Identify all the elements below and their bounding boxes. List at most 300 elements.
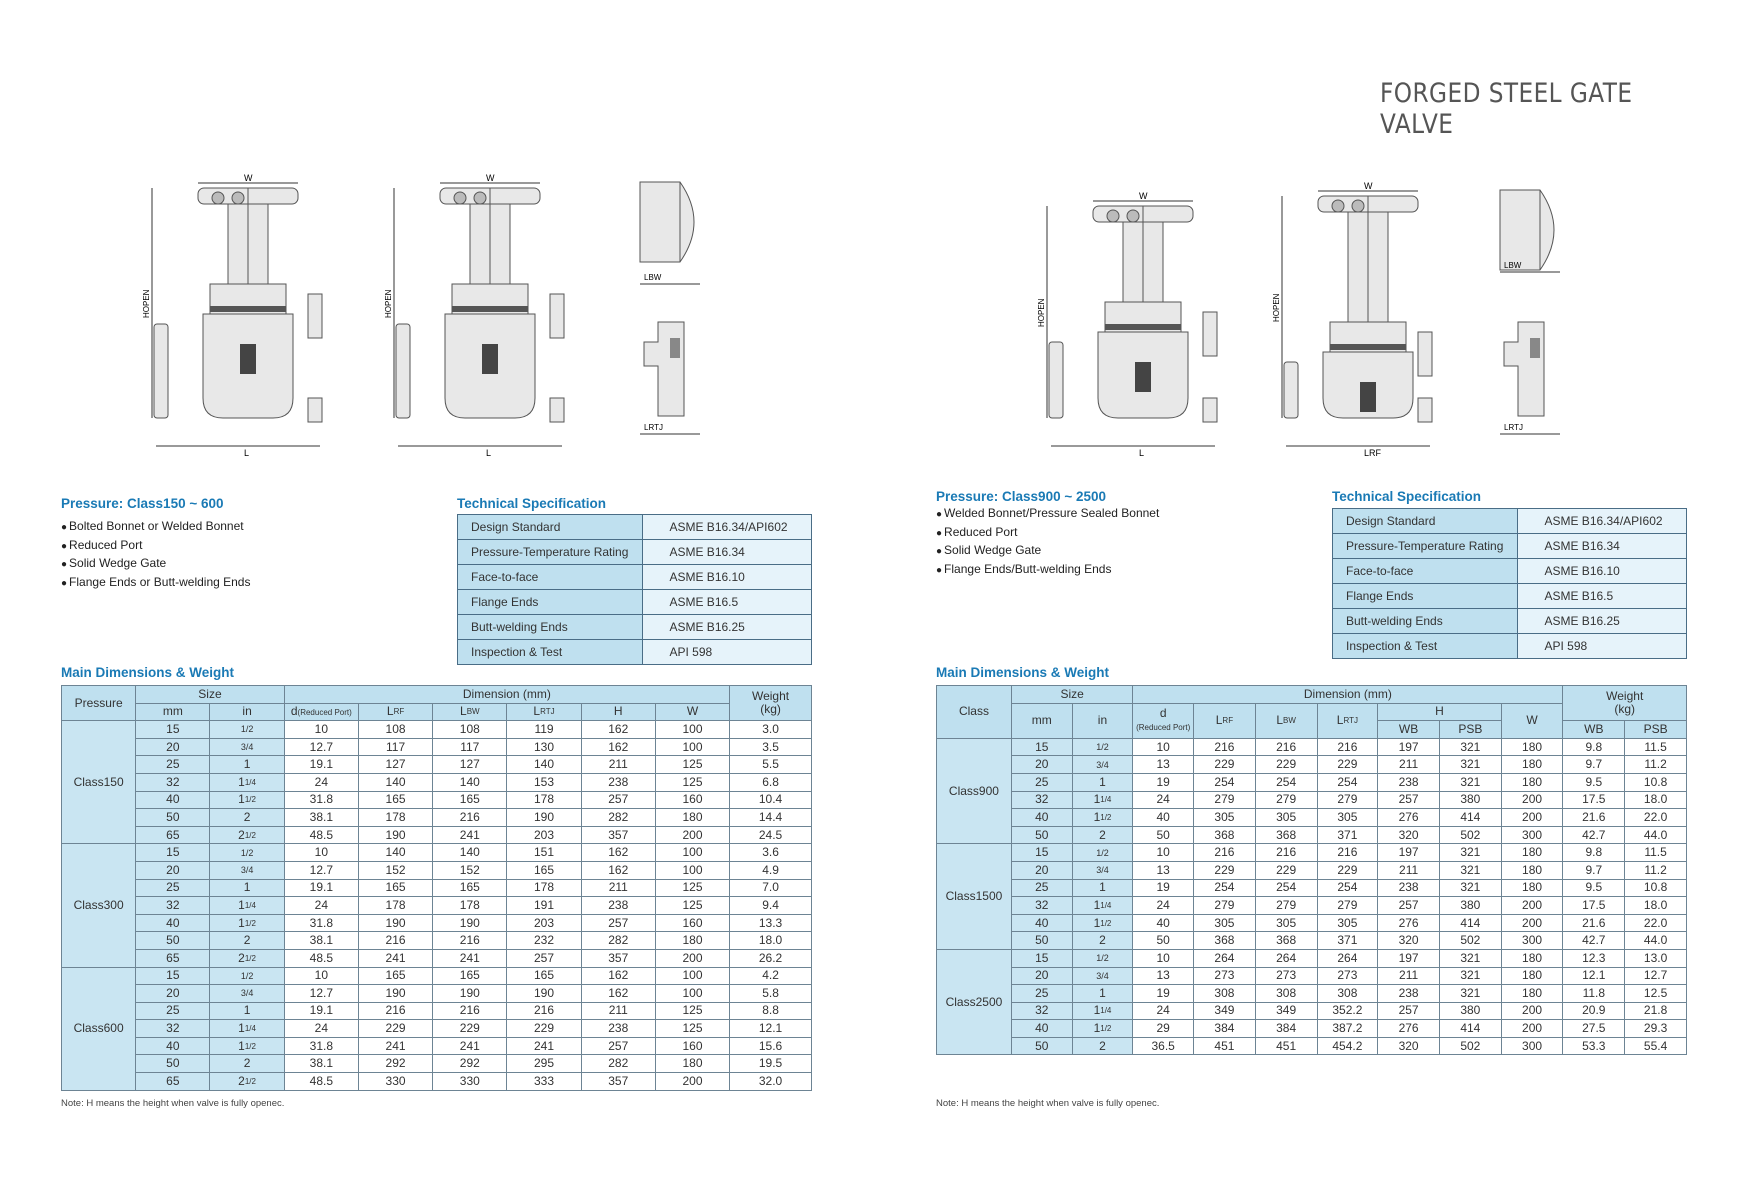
table-cell: 32 — [1011, 897, 1072, 915]
table-cell: 229 — [1317, 756, 1378, 774]
table-cell: 125 — [655, 1002, 729, 1020]
table-cell: 12.1 — [1563, 967, 1625, 985]
header-weight: Weight (kg) — [1563, 686, 1687, 721]
table-cell: 42.7 — [1563, 932, 1625, 950]
table-cell: 368 — [1194, 932, 1256, 950]
valve-drawing-flanged-3 — [1037, 191, 1225, 458]
dim-label-w: W — [1364, 181, 1373, 191]
table-cell: 197 — [1378, 738, 1440, 756]
table-cell: $1^{1/2}$ — [210, 1037, 284, 1055]
table-cell: 8.8 — [730, 1002, 812, 1020]
table-row — [937, 756, 1687, 774]
table-cell: 15 — [136, 967, 210, 985]
table-cell: $1^{1/4}$ — [210, 773, 284, 791]
dim-label-h: HOPEN — [1037, 298, 1046, 327]
note-right: Note: H means the height when valve is fully openec. — [936, 1098, 1160, 1109]
table-cell: 200 — [1501, 1002, 1563, 1020]
table-cell: 6.8 — [730, 773, 812, 791]
spec-value: API 598 — [643, 640, 812, 665]
table-cell: 15 — [1011, 738, 1072, 756]
table-cell: 18.0 — [1625, 897, 1687, 915]
table-cell: 140 — [433, 844, 507, 862]
table-row — [62, 1055, 812, 1073]
table-cell: 24 — [284, 773, 358, 791]
table-cell: 140 — [433, 773, 507, 791]
table-cell: 15 — [136, 721, 210, 739]
spec-row — [1333, 584, 1687, 609]
table-cell: 165 — [433, 791, 507, 809]
table-cell: 25 — [1011, 773, 1072, 791]
table-cell: 257 — [581, 914, 655, 932]
table-cell: 10.8 — [1625, 879, 1687, 897]
table-cell: 211 — [1378, 756, 1440, 774]
header-lrf: $L^{RF}$ — [1194, 703, 1256, 738]
table-cell: 180 — [1501, 985, 1563, 1003]
table-cell: 216 — [433, 932, 507, 950]
table-row — [62, 721, 812, 739]
dim-label-end: LRTJ — [644, 423, 663, 432]
header-weight-psb: PSB — [1625, 721, 1687, 739]
table-cell: 31.8 — [284, 791, 358, 809]
table-cell: 1/2 — [210, 721, 284, 739]
table-cell: 160 — [655, 914, 729, 932]
spec-value: ASME B16.25 — [643, 615, 812, 640]
spec-key: Butt-welding Ends — [1333, 609, 1518, 634]
table-cell: 1 — [1072, 773, 1133, 791]
table-cell: 232 — [507, 932, 581, 950]
table-cell: 229 — [1255, 861, 1317, 879]
pressure-title-left: Pressure: Class150 ~ 600 — [61, 496, 224, 511]
table-cell: 190 — [507, 985, 581, 1003]
spec-value: ASME B16.5 — [1518, 584, 1687, 609]
table-cell: $1^{1/2}$ — [210, 791, 284, 809]
table-cell: 165 — [358, 967, 432, 985]
table-row — [937, 1002, 1687, 1020]
spec-table-right — [1332, 508, 1687, 659]
spec-key: Inspection & Test — [458, 640, 643, 665]
table-cell: 180 — [655, 932, 729, 950]
spec-row — [1333, 559, 1687, 584]
class-cell: Class900 — [937, 738, 1012, 844]
table-cell: 502 — [1439, 826, 1501, 844]
table-cell: 40 — [136, 791, 210, 809]
table-cell: 241 — [507, 1037, 581, 1055]
dim-label-length: LRF — [1364, 448, 1382, 458]
table-cell: 165 — [433, 967, 507, 985]
table-cell: 19.1 — [284, 879, 358, 897]
table-cell: 229 — [358, 1020, 432, 1038]
table-cell: 24 — [284, 897, 358, 915]
table-cell: 38.1 — [284, 932, 358, 950]
table-cell: 48.5 — [284, 1073, 358, 1091]
table-cell: 1/2 — [210, 844, 284, 862]
table-cell: 357 — [581, 949, 655, 967]
table-cell: 25 — [1011, 879, 1072, 897]
spec-title-right: Technical Specification — [1332, 489, 1482, 504]
table-cell: 305 — [1194, 914, 1256, 932]
spec-value: ASME B16.34/API602 — [1518, 509, 1687, 534]
table-cell: 17.5 — [1563, 897, 1625, 915]
table-cell: 254 — [1317, 879, 1378, 897]
table-cell: 180 — [1501, 756, 1563, 774]
table-row — [62, 773, 812, 791]
table-cell: 10.8 — [1625, 773, 1687, 791]
table-cell: 65 — [136, 1073, 210, 1091]
table-cell: 48.5 — [284, 949, 358, 967]
table-cell: 238 — [581, 1020, 655, 1038]
table-cell: 162 — [581, 861, 655, 879]
table-cell: $2^{1/2}$ — [210, 949, 284, 967]
table-cell: 229 — [1194, 756, 1256, 774]
table-cell: $1^{1/4}$ — [210, 897, 284, 915]
table-cell: 3/4 — [210, 738, 284, 756]
table-cell: 9.4 — [730, 897, 812, 915]
table-cell: 300 — [1501, 826, 1563, 844]
table-cell: 257 — [1378, 791, 1440, 809]
table-cell: 300 — [1501, 1037, 1563, 1055]
table-cell: 241 — [433, 826, 507, 844]
table-cell: 321 — [1439, 879, 1501, 897]
table-cell: 216 — [1194, 738, 1256, 756]
table-cell: 162 — [581, 844, 655, 862]
table-cell: 11.5 — [1625, 844, 1687, 862]
table-cell: 178 — [358, 897, 432, 915]
table-cell: $2^{1/2}$ — [210, 1073, 284, 1091]
table-cell: 282 — [581, 932, 655, 950]
table-cell: 44.0 — [1625, 826, 1687, 844]
table-cell: $1^{1/4}$ — [1072, 1002, 1133, 1020]
table-cell: 279 — [1317, 897, 1378, 915]
header-pressure: Pressure — [62, 686, 136, 721]
table-cell: 238 — [581, 897, 655, 915]
table-cell: 414 — [1439, 1020, 1501, 1038]
valve-drawing-flanged-2 — [384, 173, 572, 458]
table-cell: 200 — [655, 826, 729, 844]
table-cell: 20 — [136, 861, 210, 879]
dimension-table-left — [61, 685, 812, 1091]
dims-title-right: Main Dimensions & Weight — [936, 665, 1110, 680]
table-cell: $1^{1/2}$ — [1072, 1020, 1133, 1038]
table-cell: 11.8 — [1563, 985, 1625, 1003]
table-cell: 24.5 — [730, 826, 812, 844]
header-lbw: $L^{BW}$ — [433, 703, 507, 721]
table-row — [62, 985, 812, 1003]
header-weight-wb: WB — [1563, 721, 1625, 739]
table-cell: 384 — [1255, 1020, 1317, 1038]
table-cell: 279 — [1317, 791, 1378, 809]
table-cell: 257 — [1378, 897, 1440, 915]
spec-row — [458, 615, 812, 640]
header-lrtj: $L^{RTJ}$ — [507, 703, 581, 721]
table-cell: 20 — [136, 985, 210, 1003]
table-cell: 1 — [210, 756, 284, 774]
table-cell: 13 — [1133, 756, 1194, 774]
table-cell: 190 — [507, 809, 581, 827]
table-row — [62, 809, 812, 827]
table-cell: 3.6 — [730, 844, 812, 862]
table-cell: 50 — [136, 932, 210, 950]
table-cell: 1/2 — [210, 967, 284, 985]
table-cell: 100 — [655, 967, 729, 985]
table-cell: 180 — [1501, 738, 1563, 756]
table-cell: 254 — [1255, 879, 1317, 897]
table-cell: 197 — [1378, 844, 1440, 862]
table-cell: 2 — [210, 932, 284, 950]
table-cell: 330 — [358, 1073, 432, 1091]
table-cell: 19 — [1133, 879, 1194, 897]
table-cell: 151 — [507, 844, 581, 862]
table-cell: 216 — [358, 932, 432, 950]
table-cell: 14.4 — [730, 809, 812, 827]
table-cell: 308 — [1255, 985, 1317, 1003]
table-cell: 15 — [1011, 844, 1072, 862]
spec-row — [1333, 634, 1687, 659]
table-cell: 368 — [1255, 826, 1317, 844]
table-cell: 100 — [655, 861, 729, 879]
table-cell: 349 — [1255, 1002, 1317, 1020]
table-cell: 200 — [1501, 1020, 1563, 1038]
table-cell: 13 — [1133, 861, 1194, 879]
table-cell: 165 — [507, 967, 581, 985]
header-class: Class — [937, 686, 1012, 739]
header-size: Size — [1011, 686, 1132, 704]
class-cell: Class1500 — [937, 844, 1012, 950]
table-cell: $2^{1/2}$ — [210, 826, 284, 844]
table-row — [937, 1020, 1687, 1038]
table-row — [937, 1037, 1687, 1055]
table-cell: 451 — [1194, 1037, 1256, 1055]
spec-key: Face-to-face — [1333, 559, 1518, 584]
table-cell: 180 — [1501, 844, 1563, 862]
table-row — [62, 914, 812, 932]
table-cell: 10 — [284, 967, 358, 985]
table-cell: 53.3 — [1563, 1037, 1625, 1055]
table-cell: 3/4 — [1072, 861, 1133, 879]
spec-key: Flange Ends — [458, 590, 643, 615]
class-cell: Class150 — [62, 721, 136, 844]
table-cell: 7.0 — [730, 879, 812, 897]
table-cell: 380 — [1439, 1002, 1501, 1020]
table-cell: 264 — [1255, 949, 1317, 967]
dim-label-w: W — [486, 173, 495, 183]
table-cell: 100 — [655, 721, 729, 739]
table-cell: 216 — [1255, 738, 1317, 756]
table-cell: 4.2 — [730, 967, 812, 985]
table-cell: 384 — [1194, 1020, 1256, 1038]
table-cell: 44.0 — [1625, 932, 1687, 950]
table-cell: 229 — [507, 1020, 581, 1038]
table-cell: 241 — [358, 1037, 432, 1055]
table-cell: 451 — [1255, 1037, 1317, 1055]
table-cell: 1/2 — [1072, 844, 1133, 862]
spec-key: Flange Ends — [1333, 584, 1518, 609]
table-cell: 320 — [1378, 932, 1440, 950]
table-cell: 32.0 — [730, 1073, 812, 1091]
table-cell: 264 — [1194, 949, 1256, 967]
table-cell: 357 — [581, 826, 655, 844]
table-cell: 140 — [358, 773, 432, 791]
feature-item: ● Reduced Port — [61, 537, 250, 556]
spec-key: Pressure-Temperature Rating — [458, 540, 643, 565]
dim-label-end: LBW — [644, 273, 662, 282]
dim-label-length: L — [486, 448, 492, 458]
table-cell: 15 — [1011, 949, 1072, 967]
table-row — [937, 932, 1687, 950]
table-cell: 21.8 — [1625, 1002, 1687, 1020]
table-cell: 211 — [1378, 967, 1440, 985]
table-cell: 2 — [1072, 826, 1133, 844]
header-in: in — [210, 703, 284, 721]
table-cell: 368 — [1255, 932, 1317, 950]
header-w: W — [1501, 703, 1563, 738]
table-cell: 357 — [581, 1073, 655, 1091]
table-cell: 1 — [1072, 985, 1133, 1003]
table-cell: 200 — [1501, 791, 1563, 809]
spec-value: ASME B16.34 — [643, 540, 812, 565]
table-cell: $1^{1/4}$ — [1072, 791, 1133, 809]
table-cell: 50 — [1011, 1037, 1072, 1055]
table-cell: 32 — [136, 773, 210, 791]
table-cell: 211 — [581, 879, 655, 897]
table-cell: 273 — [1317, 967, 1378, 985]
table-cell: 9.8 — [1563, 738, 1625, 756]
dim-label-end: LRTJ — [1504, 423, 1523, 432]
table-row — [62, 1020, 812, 1038]
table-cell: 4.9 — [730, 861, 812, 879]
table-cell: 9.7 — [1563, 756, 1625, 774]
table-cell: 190 — [358, 914, 432, 932]
table-cell: 276 — [1378, 914, 1440, 932]
header-in: in — [1072, 703, 1133, 738]
table-cell: 321 — [1439, 773, 1501, 791]
table-cell: 40 — [136, 914, 210, 932]
table-cell: 200 — [1501, 897, 1563, 915]
table-cell: 13.3 — [730, 914, 812, 932]
spec-row — [1333, 534, 1687, 559]
spec-row — [458, 640, 812, 665]
dim-label-h: HOPEN — [142, 289, 151, 318]
table-row — [937, 791, 1687, 809]
table-cell: 100 — [655, 985, 729, 1003]
table-cell: 380 — [1439, 791, 1501, 809]
table-cell: 216 — [358, 1002, 432, 1020]
table-cell: 117 — [433, 738, 507, 756]
header-h-psb: PSB — [1439, 721, 1501, 739]
table-cell: 24 — [1133, 791, 1194, 809]
table-cell: 216 — [433, 809, 507, 827]
table-row — [62, 932, 812, 950]
table-row — [937, 738, 1687, 756]
table-row — [937, 879, 1687, 897]
table-cell: 125 — [655, 773, 729, 791]
table-row — [62, 1002, 812, 1020]
table-cell: 330 — [433, 1073, 507, 1091]
table-cell: 502 — [1439, 1037, 1501, 1055]
table-cell: 17.5 — [1563, 791, 1625, 809]
table-cell: 279 — [1255, 791, 1317, 809]
spec-value: ASME B16.34 — [1518, 534, 1687, 559]
table-cell: 321 — [1439, 967, 1501, 985]
table-cell: 117 — [358, 738, 432, 756]
table-cell: 22.0 — [1625, 914, 1687, 932]
table-cell: 50 — [1133, 932, 1194, 950]
table-cell: 153 — [507, 773, 581, 791]
table-cell: 29 — [1133, 1020, 1194, 1038]
table-cell: 21.6 — [1563, 809, 1625, 827]
table-cell: 321 — [1439, 861, 1501, 879]
table-cell: 349 — [1194, 1002, 1256, 1020]
table-cell: 320 — [1378, 826, 1440, 844]
table-cell: 257 — [581, 1037, 655, 1055]
table-cell: 19 — [1133, 773, 1194, 791]
table-row — [62, 844, 812, 862]
table-cell: 1 — [210, 879, 284, 897]
table-cell: 32 — [136, 897, 210, 915]
spec-key: Butt-welding Ends — [458, 615, 643, 640]
table-cell: 20 — [1011, 861, 1072, 879]
table-cell: 20 — [1011, 756, 1072, 774]
header-lrf: $L^{RF}$ — [358, 703, 432, 721]
spec-value: ASME B16.10 — [1518, 559, 1687, 584]
table-cell: 321 — [1439, 985, 1501, 1003]
table-row — [937, 897, 1687, 915]
table-cell: 203 — [507, 914, 581, 932]
table-cell: 38.1 — [284, 809, 358, 827]
table-cell: 10 — [284, 844, 358, 862]
table-cell: 13 — [1133, 967, 1194, 985]
table-cell: 12.3 — [1563, 949, 1625, 967]
table-cell: 178 — [507, 791, 581, 809]
spec-key: Pressure-Temperature Rating — [1333, 534, 1518, 559]
table-cell: 55.4 — [1625, 1037, 1687, 1055]
table-cell: 3.0 — [730, 721, 812, 739]
table-cell: 36.5 — [1133, 1037, 1194, 1055]
table-cell: 352.2 — [1317, 1002, 1378, 1020]
table-cell: 3/4 — [210, 985, 284, 1003]
table-cell: 1/2 — [1072, 738, 1133, 756]
table-row — [62, 738, 812, 756]
table-cell: 279 — [1255, 897, 1317, 915]
table-row — [937, 967, 1687, 985]
table-cell: 38.1 — [284, 1055, 358, 1073]
table-cell: 65 — [136, 949, 210, 967]
table-cell: 125 — [655, 756, 729, 774]
table-row — [62, 897, 812, 915]
header-lrtj: $L^{RTJ}$ — [1317, 703, 1378, 738]
table-cell: 25 — [136, 1002, 210, 1020]
table-cell: 238 — [1378, 879, 1440, 897]
table-cell: 42.7 — [1563, 826, 1625, 844]
table-cell: 11.2 — [1625, 861, 1687, 879]
table-row — [62, 967, 812, 985]
table-cell: 321 — [1439, 844, 1501, 862]
table-cell: 32 — [1011, 791, 1072, 809]
table-cell: 2 — [210, 1055, 284, 1073]
table-row — [937, 809, 1687, 827]
table-cell: 100 — [655, 738, 729, 756]
table-cell: 241 — [433, 949, 507, 967]
spec-title-left: Technical Specification — [457, 496, 607, 511]
table-cell: 380 — [1439, 897, 1501, 915]
table-cell: 3/4 — [1072, 756, 1133, 774]
table-cell: 24 — [284, 1020, 358, 1038]
table-cell: 305 — [1255, 809, 1317, 827]
table-cell: 24 — [1133, 897, 1194, 915]
table-row — [937, 826, 1687, 844]
header-w: W — [655, 703, 729, 721]
table-cell: 40 — [1011, 1020, 1072, 1038]
table-cell: 257 — [1378, 1002, 1440, 1020]
